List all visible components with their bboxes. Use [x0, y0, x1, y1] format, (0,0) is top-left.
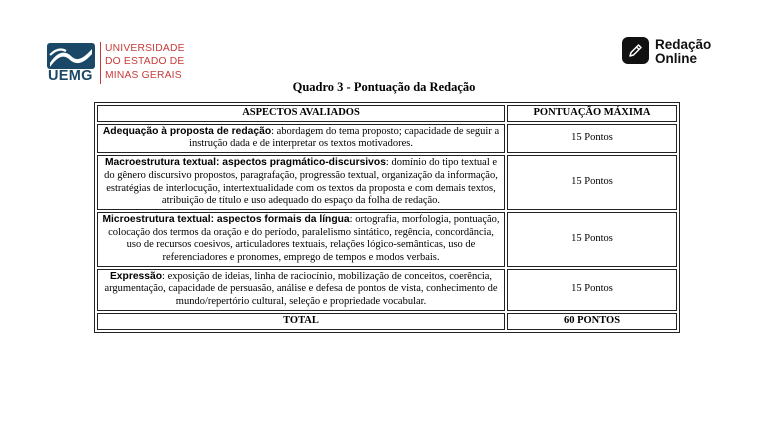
brand-line: Redação: [655, 37, 712, 52]
points-cell: 15 Pontos: [507, 155, 677, 210]
scoring-table: [94, 102, 680, 333]
aspect-cell: [97, 124, 505, 153]
aspect-cell: [97, 269, 505, 311]
table-row: [97, 212, 677, 267]
uemg-name-line: UNIVERSIDADE: [105, 43, 185, 54]
points-cell: 15 Pontos: [507, 124, 677, 153]
aspect-description: : abordagem do tema proposto; capacidade de seguir a instrução dada e de interpretar os textos motivadores.: [189, 125, 500, 150]
aspect-description: : domínio do tipo textual e do gênero discursivo propostos, paragrafação, progressão textual, organização da informação, estratégias de interlocução, intertextualidade com os textos da proposta e com demais textos, atribuição de título e uso adequado do espaço da folha de redação.: [104, 157, 498, 207]
aspect-label: Microestrutura textual: aspectos formais da língua: [102, 213, 350, 225]
total-label: TOTAL: [97, 313, 505, 330]
column-header: ASPECTOS AVALIADOS: [97, 105, 505, 122]
brand-line: Online: [655, 50, 698, 66]
table-row: [97, 155, 677, 210]
aspect-label: Adequação à proposta de redação: [102, 125, 272, 137]
aspect-description: : exposição de ideias, linha de raciocínio, mobilização de conceitos, coerência, argumentação, capacidade de persuasão, análise e defesa de pontos de vista, conhecimento de mundo/repertório cultural, seleção e propriedade vocabular.: [104, 270, 498, 308]
points-cell: 15 Pontos: [507, 269, 677, 311]
brand-name: [655, 38, 711, 65]
table-row: [97, 124, 677, 153]
aspect-cell: [97, 155, 505, 210]
uemg-acronym: UEMG: [48, 68, 93, 84]
aspect-label: Expressão: [109, 270, 163, 282]
uemg-name-line: MINAS GERAIS: [105, 69, 182, 81]
table-header-row: [97, 105, 677, 122]
uemg-emblem-icon: [47, 43, 95, 69]
total-points: 60 PONTOS: [507, 313, 677, 330]
redacao-online-logo: [622, 37, 732, 67]
page-title: Quadro 3 - Pontuação da Redação: [292, 80, 476, 94]
aspect-cell: [97, 212, 505, 267]
pen-icon: [622, 37, 649, 64]
aspect-description: : ortografia, morfologia, pontuação, colocação dos termos da oração e do período, paralelismo sintático, regência, concordância, uso de recursos coesivos, articuladores textuais, relações lógico-semânticas, uso de referenciadores e pronomes, emprego de tempos e modos verbais.: [108, 213, 500, 264]
table-total-row: [97, 313, 677, 330]
points-cell: 15 Pontos: [507, 212, 677, 267]
uemg-name-line: DO ESTADO DE: [105, 56, 185, 68]
table-row: [97, 269, 677, 311]
uemg-name: [105, 42, 185, 82]
uemg-divider: [100, 42, 101, 84]
aspect-label: Macroestrutura textual: aspectos pragmático-discursivos: [104, 157, 386, 169]
column-header: PONTUAÇÃO MÁXIMA: [507, 105, 677, 122]
